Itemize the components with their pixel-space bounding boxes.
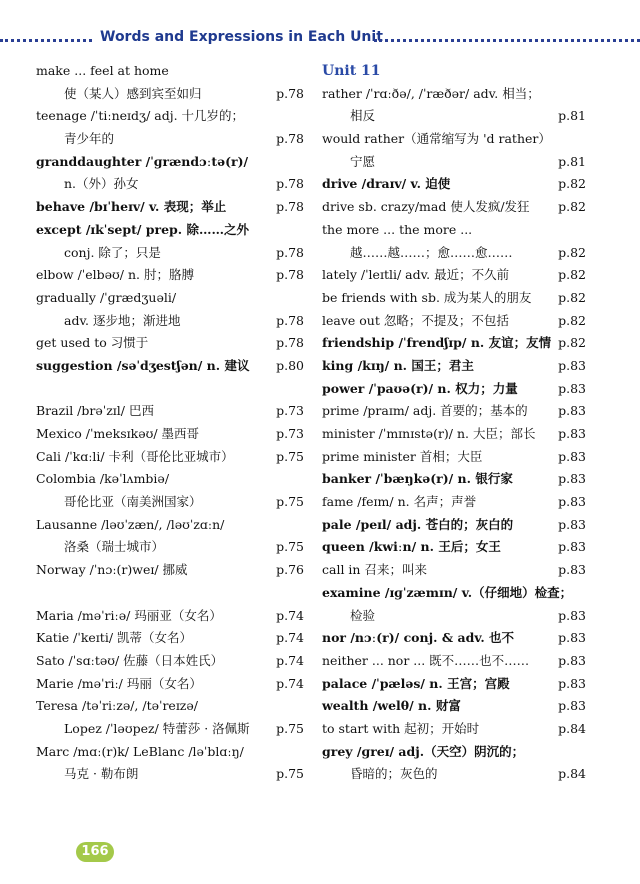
vocab-entry [322, 446, 586, 469]
vocab-entry [36, 196, 304, 219]
entry-text: drive /draɪv/ v. 迫使 [322, 176, 451, 192]
entry-text: Colombia /kəˈlʌmbiə/ [36, 471, 170, 487]
entry-text: would rather（通常缩写为 'd rather） [322, 131, 551, 147]
entry-page-ref: p.82 [558, 267, 586, 283]
vocab-entry [322, 219, 586, 242]
vocab-entry [322, 673, 586, 696]
vocab-entry [322, 491, 586, 514]
entry-text: Katie /ˈkeɪti/ 凯蒂（女名） [36, 630, 193, 646]
entry-page-ref: p.78 [276, 312, 304, 328]
vocab-entry [36, 446, 304, 469]
entry-page-ref: p.84 [558, 766, 586, 782]
entry-text: be friends with sb. 成为某人的朋友 [322, 289, 532, 305]
entry-page-ref: p.75 [276, 448, 304, 464]
entry-page-ref: p.82 [558, 335, 586, 351]
entry-page-ref: p.83 [558, 516, 586, 532]
entry-page-ref: p.83 [558, 471, 586, 487]
entry-text: elbow /ˈelbəʊ/ n. 肘；胳膊 [36, 267, 194, 283]
vocab-entry [322, 582, 586, 605]
vocab-entry [36, 355, 304, 378]
entry-page-ref: p.78 [276, 335, 304, 351]
vocab-entry [322, 310, 586, 333]
entry-text: grey /ɡreɪ/ adj.（天空）阴沉的； [322, 743, 525, 759]
entry-text: 越……越……；愈……愈…… [350, 244, 513, 260]
entry-text: to start with 起初；开始时 [322, 720, 480, 736]
vocab-entry [36, 264, 304, 287]
entry-text: palace /ˈpæləs/ n. 王宫；宫殿 [322, 675, 510, 691]
vocab-entry [36, 287, 304, 310]
vocab-entry [322, 173, 586, 196]
entry-page-ref: p.83 [558, 698, 586, 714]
vocab-entry [322, 605, 586, 628]
entry-text: fame /feɪm/ n. 名声；声誉 [322, 494, 477, 510]
entry-page-ref: p.83 [558, 448, 586, 464]
entry-text: 使（某人）感到宾至如归 [64, 85, 202, 101]
vocab-entry [36, 741, 304, 764]
vocab-entry [36, 627, 304, 650]
entry-page-ref: p.83 [558, 607, 586, 623]
entry-text: king /kɪŋ/ n. 国王；君主 [322, 357, 474, 373]
page-number-badge: 166 [76, 842, 114, 862]
header-dots-left [0, 39, 92, 42]
entry-page-ref: p.83 [558, 426, 586, 441]
entry-text: banker /ˈbæŋkə(r)/ n. 银行家 [322, 471, 513, 487]
entry-text: Maria /məˈriːə/ 玛丽亚（女名） [36, 607, 222, 623]
vocab-entry [322, 128, 586, 151]
entry-text: 哥伦比亚（南美洲国家） [64, 494, 202, 510]
entry-text: leave out 忽略；不提及；不包括 [322, 312, 509, 328]
entry-page-ref: p.82 [558, 176, 586, 192]
entry-text: Teresa /təˈriːzə/, /təˈreɪzə/ [36, 698, 199, 714]
vocab-entry [322, 400, 586, 423]
vocab-entry [322, 83, 586, 106]
entry-page-ref: p.81 [558, 108, 586, 124]
section-gap [36, 378, 304, 401]
vocab-entry [36, 695, 304, 718]
left-column [36, 60, 304, 786]
vocab-entry [36, 468, 304, 491]
entry-page-ref: p.73 [276, 426, 304, 441]
vocab-entry [36, 559, 304, 582]
entry-text: 相反 [350, 108, 376, 124]
unit-title: Unit 11 [322, 63, 381, 79]
entry-page-ref: p.83 [558, 403, 586, 419]
entry-page-ref: p.74 [276, 675, 304, 691]
entry-page-ref: p.83 [558, 675, 586, 691]
entry-page-ref: p.73 [276, 403, 304, 419]
entry-text: the more ... the more ... [322, 221, 473, 237]
entry-text: Marie /məˈriː/ 玛丽（女名） [36, 675, 202, 691]
entry-text: 马克 · 勒布朗 [64, 766, 139, 782]
entry-text: granddaughter /ˈɡrændɔːtə(r)/ [36, 153, 249, 169]
entry-text: 宁愿 [350, 153, 376, 169]
entry-page-ref: p.82 [558, 244, 586, 260]
vocab-entry [36, 605, 304, 628]
vocab-entry [322, 378, 586, 401]
entry-text: call in 召来；叫来 [322, 562, 427, 578]
entry-page-ref: p.80 [276, 357, 304, 373]
vocab-entry [36, 491, 304, 514]
vocab-entry [322, 332, 586, 355]
vocab-entry [36, 242, 304, 265]
vocab-entry [36, 310, 304, 333]
entry-text: power /ˈpaʊə(r)/ n. 权力；力量 [322, 380, 518, 396]
vocab-entry [36, 151, 304, 174]
vocab-entry [36, 128, 304, 151]
vocab-entry [36, 400, 304, 423]
entry-page-ref: p.75 [276, 539, 304, 555]
vocab-entry [36, 650, 304, 673]
entry-text: teenage /ˈtiːneɪdʒ/ adj. 十几岁的； [36, 108, 245, 124]
vocab-entry [36, 60, 304, 83]
entry-text: wealth /welθ/ n. 财富 [322, 698, 461, 714]
entry-page-ref: p.83 [558, 357, 586, 373]
entry-page-ref: p.84 [558, 720, 586, 736]
vocab-entry [36, 423, 304, 446]
entry-text: Sato /ˈsɑːtəʊ/ 佐藤（日本姓氏） [36, 652, 224, 668]
vocab-entry [322, 559, 586, 582]
entry-text: get used to 习惯于 [36, 335, 149, 351]
vocab-entry [322, 423, 586, 446]
vocab-entry [322, 105, 586, 128]
vocab-entry [36, 332, 304, 355]
entry-text: 青少年的 [64, 131, 115, 147]
entry-page-ref: p.83 [558, 562, 586, 578]
section-gap [36, 582, 304, 605]
entry-page-ref: p.74 [276, 607, 304, 623]
entry-page-ref: p.75 [276, 720, 304, 736]
entry-page-ref: p.81 [558, 153, 586, 169]
entry-page-ref: p.76 [276, 562, 304, 578]
vocab-entry [36, 536, 304, 559]
header-dots-right [374, 39, 640, 42]
entry-text: lately /ˈleɪtli/ adv. 最近；不久前 [322, 267, 510, 283]
entry-page-ref: p.82 [558, 312, 586, 328]
entry-text: 检验 [350, 607, 376, 623]
entry-text: Lopez /ˈləʊpez/ 特蕾莎 · 洛佩斯 [64, 720, 250, 736]
entry-text: Marc /mɑː(r)k/ LeBlanc /ləˈblɑːŋ/ [36, 743, 244, 759]
vocab-entry [36, 514, 304, 537]
vocab-entry [36, 219, 304, 242]
vocab-entry [322, 514, 586, 537]
vocab-entry [36, 105, 304, 128]
entry-text: suggestion /səˈdʒestʃən/ n. 建议 [36, 357, 250, 373]
entry-page-ref: p.75 [276, 494, 304, 510]
entry-text: conj. 除了；只是 [64, 244, 161, 260]
entry-text: Lausanne /ləʊˈzæn/, /ləʊˈzɑːn/ [36, 516, 225, 532]
vocab-entry [36, 173, 304, 196]
entry-text: adv. 逐步地；渐进地 [64, 312, 181, 328]
vocab-entry [322, 264, 586, 287]
entry-text: 昏暗的；灰色的 [350, 766, 438, 782]
entry-text: Mexico /ˈmeksɪkəʊ/ 墨西哥 [36, 426, 200, 441]
entry-page-ref: p.78 [276, 244, 304, 260]
entry-text: make ... feel at home [36, 63, 169, 78]
entry-page-ref: p.78 [276, 199, 304, 215]
vocab-entry [36, 83, 304, 106]
vocab-entry [322, 151, 586, 174]
entry-text: Cali /ˈkɑːli/ 卡利（哥伦比亚城市） [36, 448, 234, 464]
vocab-entry [322, 695, 586, 718]
entry-text: neither ... nor ... 既不……也不…… [322, 652, 530, 668]
entry-page-ref: p.78 [276, 267, 304, 283]
entry-page-ref: p.78 [276, 85, 304, 101]
vocab-entry [322, 196, 586, 219]
vocab-entry [36, 673, 304, 696]
page-header [0, 28, 640, 52]
entry-text: Brazil /brəˈzɪl/ 巴西 [36, 403, 154, 419]
entry-text: prime /praɪm/ adj. 首要的；基本的 [322, 403, 528, 419]
entry-text: nor /nɔː(r)/ conj. & adv. 也不 [322, 630, 515, 646]
entry-text: queen /kwiːn/ n. 王后；女王 [322, 539, 501, 555]
entry-text: 洛桑（瑞士城市） [64, 539, 165, 555]
entry-page-ref: p.82 [558, 289, 586, 305]
vocab-entry [322, 468, 586, 491]
entry-text: prime minister 首相；大臣 [322, 448, 483, 464]
vocab-entry [322, 627, 586, 650]
entry-text: rather /ˈrɑːðə/, /ˈræðər/ adv. 相当； [322, 85, 540, 101]
vocab-entry [322, 536, 586, 559]
vocab-entry [322, 763, 586, 786]
entry-text: except /ɪkˈsept/ prep. 除……之外 [36, 221, 249, 237]
entry-page-ref: p.75 [276, 766, 304, 782]
entry-text: examine /ɪɡˈzæmɪn/ v.（仔细地）检查； [322, 584, 573, 600]
unit-heading [322, 60, 586, 83]
entry-text: gradually /ˈɡrædʒuəli/ [36, 289, 177, 305]
vocab-entry [322, 741, 586, 764]
entry-text: drive sb. crazy/mad 使人发疯/发狂 [322, 199, 530, 215]
page-title: Words and Expressions in Each Unit [100, 29, 383, 45]
entry-page-ref: p.83 [558, 494, 586, 510]
vocab-entry [322, 287, 586, 310]
entry-page-ref: p.83 [558, 630, 586, 646]
right-column [322, 60, 586, 786]
vocab-entry [36, 718, 304, 741]
entry-page-ref: p.74 [276, 630, 304, 646]
entry-text: n.（外）孙女 [64, 176, 139, 192]
entry-text: behave /bɪˈheɪv/ v. 表现；举止 [36, 199, 227, 215]
vocab-entry [322, 355, 586, 378]
entry-text: friendship /ˈfrendʃɪp/ n. 友谊；友情 [322, 335, 552, 351]
entry-page-ref: p.78 [276, 131, 304, 147]
vocab-entry [322, 650, 586, 673]
vocab-entry [322, 718, 586, 741]
vocab-entry [36, 763, 304, 786]
entry-page-ref: p.82 [558, 199, 586, 215]
entry-page-ref: p.74 [276, 652, 304, 668]
vocab-entry [322, 242, 586, 265]
entry-text: minister /ˈmɪnɪstə(r)/ n. 大臣；部长 [322, 426, 536, 441]
entry-text: pale /peɪl/ adj. 苍白的；灰白的 [322, 516, 514, 532]
entry-page-ref: p.83 [558, 652, 586, 668]
entry-page-ref: p.83 [558, 380, 586, 396]
entry-text: Norway /ˈnɔː(r)weɪ/ 挪威 [36, 562, 188, 578]
entry-page-ref: p.78 [276, 176, 304, 192]
entry-page-ref: p.83 [558, 539, 586, 555]
